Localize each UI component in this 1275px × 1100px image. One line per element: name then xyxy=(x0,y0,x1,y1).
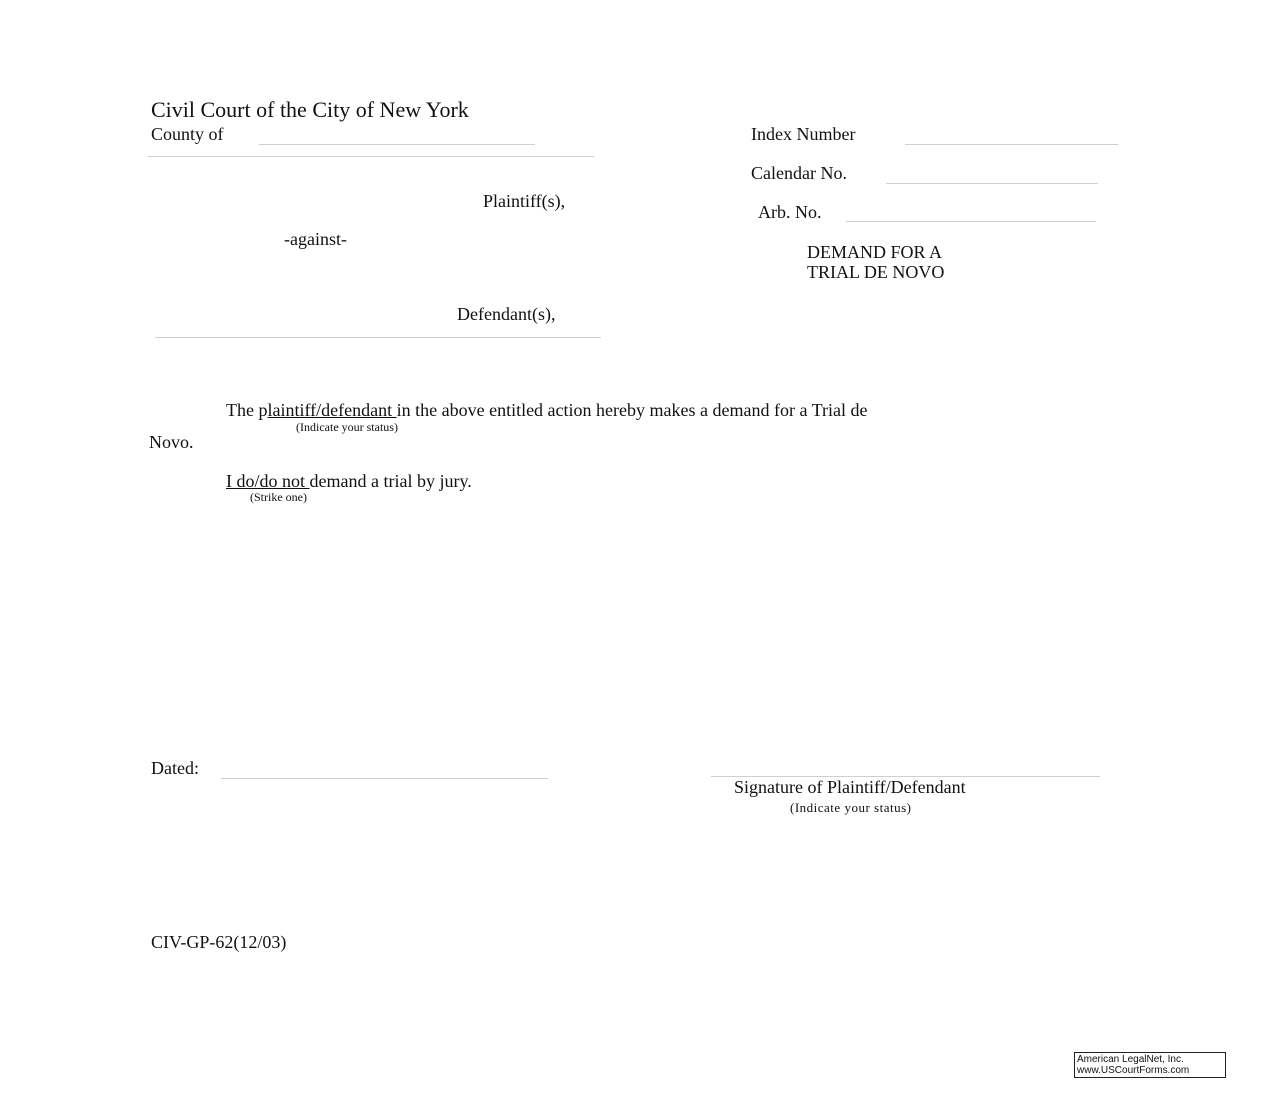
form-id: CIV-GP-62(12/03) xyxy=(151,932,287,952)
status-choice: laintiff/defendant xyxy=(267,400,397,420)
calendar-no-label: Calendar No. xyxy=(751,163,847,183)
demand-paragraph-cont: Novo. xyxy=(149,432,194,452)
text: in the above entitled action hereby makes a demand for a Trial de xyxy=(396,400,868,420)
form-title-line1: DEMAND FOR A xyxy=(807,242,943,262)
against-label: -against- xyxy=(284,229,347,249)
signature-label: Signature of Plaintiff/Defendant xyxy=(734,777,966,797)
form-title-line2: TRIAL DE NOVO xyxy=(807,262,945,282)
stamp-line: American LegalNet, Inc. xyxy=(1077,1054,1184,1065)
text: The p xyxy=(226,400,268,420)
court-title: Civil Court of the City of New York xyxy=(151,97,469,122)
jury-choice: I do/do not xyxy=(226,471,310,491)
text: demand a trial by jury. xyxy=(309,471,472,491)
county-label: County of xyxy=(151,124,224,144)
arb-no-label: Arb. No. xyxy=(758,202,822,222)
plaintiff-label: Plaintiff(s), xyxy=(483,191,566,211)
index-number-field[interactable] xyxy=(905,144,1118,145)
jury-paragraph xyxy=(226,472,472,490)
divider xyxy=(148,156,594,157)
dated-field[interactable] xyxy=(221,778,548,779)
divider xyxy=(155,337,601,338)
demand-paragraph xyxy=(226,401,867,419)
dated-label: Dated: xyxy=(151,758,199,778)
arb-no-field[interactable] xyxy=(846,221,1096,222)
publisher-stamp xyxy=(1074,1052,1226,1078)
status-hint: (Indicate your status) xyxy=(296,420,398,434)
defendant-label: Defendant(s), xyxy=(457,304,556,324)
signature-hint: (Indicate your status) xyxy=(790,800,912,815)
county-field[interactable] xyxy=(259,144,535,145)
index-number-label: Index Number xyxy=(751,124,856,144)
calendar-no-field[interactable] xyxy=(886,183,1098,184)
strike-hint: (Strike one) xyxy=(250,490,307,504)
stamp-line: www.USCourtForms.com xyxy=(1077,1065,1190,1076)
